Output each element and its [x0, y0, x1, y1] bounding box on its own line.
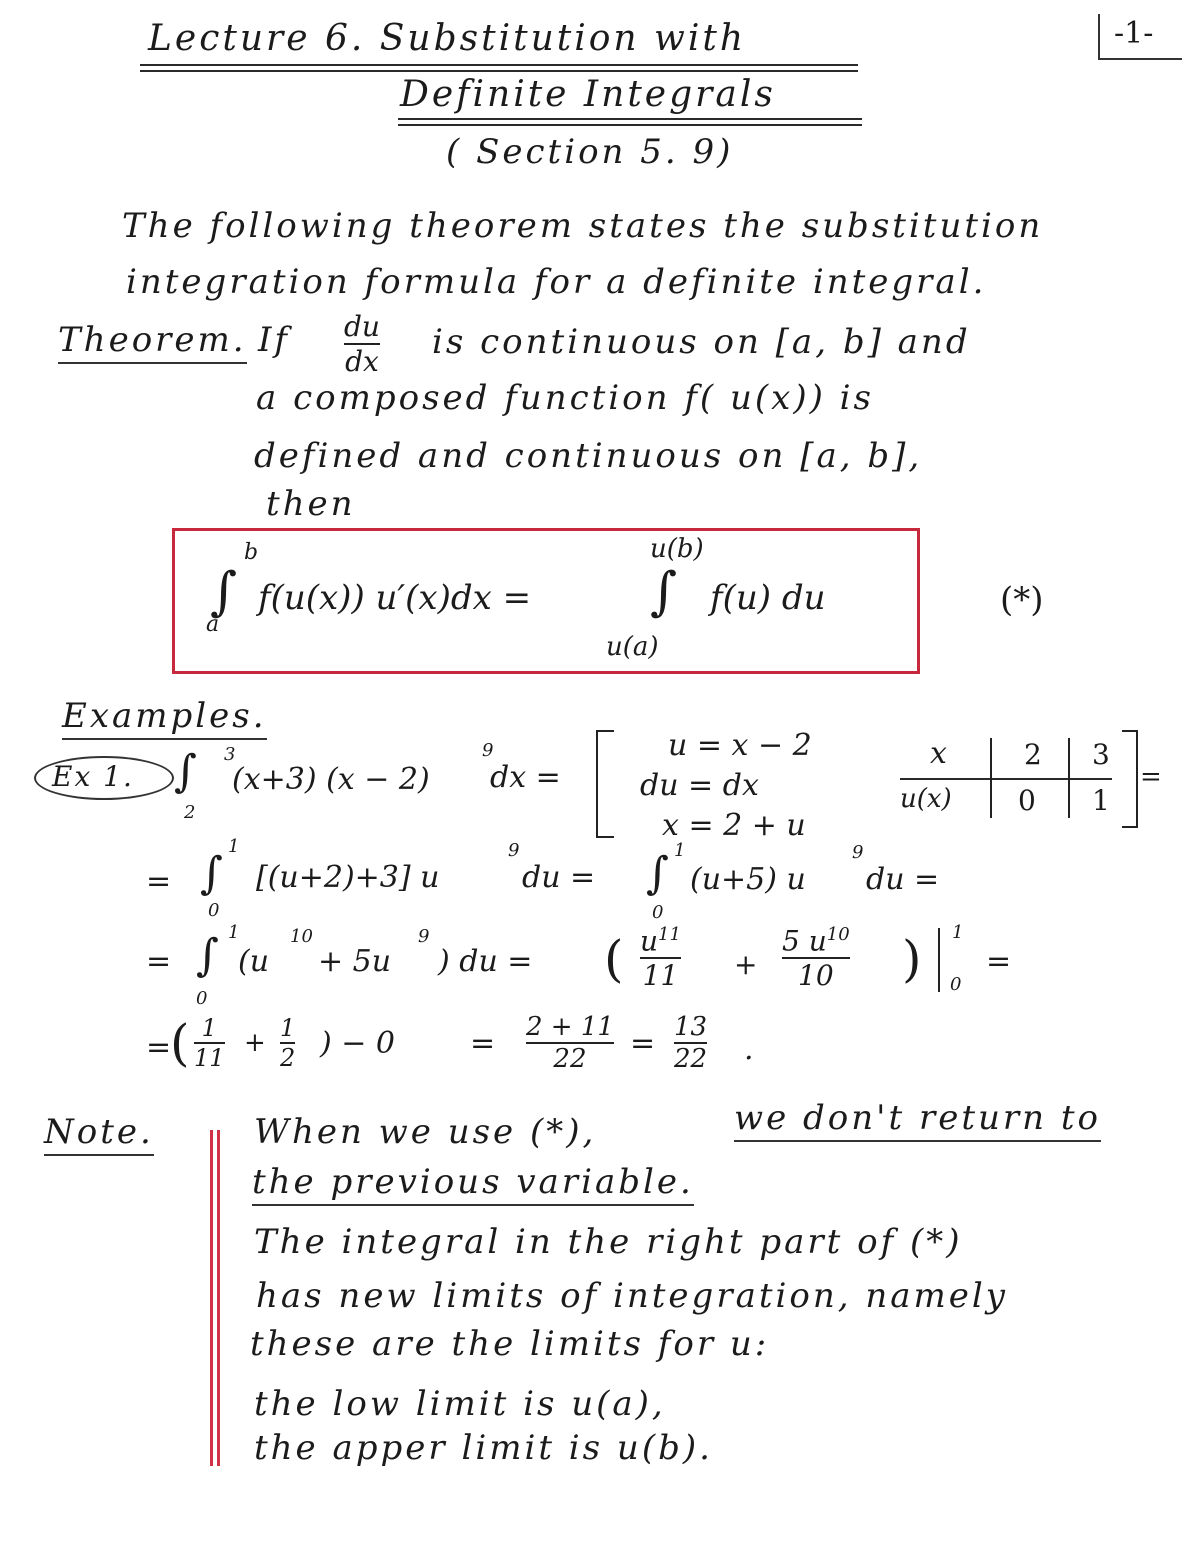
- theorem-line-2: a composed function f( u(x)) is: [256, 378, 874, 418]
- table-x-value-2: 3: [1092, 738, 1110, 771]
- ex1-upper-limit: 3: [224, 744, 236, 765]
- table-x-value-1: 2: [1024, 738, 1042, 771]
- step1-du-a: du =: [522, 860, 596, 895]
- step2-lower: 0: [196, 988, 208, 1009]
- note-label: [44, 1112, 154, 1152]
- rhs-integral-sign: ∫: [650, 562, 678, 622]
- step3-f4-num: 13: [674, 1012, 708, 1042]
- ex1-dx: dx =: [490, 760, 561, 795]
- note-line-2: [252, 1162, 694, 1202]
- note-line-3: The integral in the right part of (*): [254, 1222, 963, 1262]
- note-line-1b-text: we don't return to: [734, 1098, 1101, 1142]
- du-numerator: du: [344, 310, 380, 343]
- note-line-7: the apper limit is u(b).: [254, 1428, 713, 1468]
- theorem-line-4: then: [266, 484, 356, 524]
- table-ux-header: u(x): [900, 784, 952, 814]
- title-underline-2: [398, 118, 862, 120]
- step3-plus: +: [244, 1028, 266, 1058]
- ex1-exponent: 9: [482, 740, 494, 761]
- substitution-bracket: [596, 730, 614, 838]
- lhs-lower-limit: a: [206, 612, 220, 637]
- step3-period: .: [744, 1032, 754, 1067]
- step3-equals-2: =: [470, 1026, 496, 1061]
- step2-du: ) du =: [438, 944, 533, 979]
- note-red-bar-2: [217, 1130, 220, 1466]
- table-hline: [900, 778, 1112, 780]
- step3-fraction-1: [194, 1014, 225, 1072]
- lhs-upper-limit: b: [244, 540, 259, 565]
- ex1-integral-sign: ∫: [174, 746, 197, 797]
- substitution-x: x = 2 + u: [662, 808, 806, 843]
- table-vline-1: [990, 738, 992, 818]
- substitution-du: du = dx: [640, 768, 759, 803]
- step2-paren-u: (u: [238, 944, 270, 979]
- example-1-label: Ex 1.: [52, 760, 134, 793]
- step3-equals: =: [146, 1030, 172, 1065]
- step1-upper: 1: [228, 836, 240, 857]
- table-u-value-2: 1: [1092, 784, 1110, 817]
- step2-eval-upper: 1: [952, 922, 964, 943]
- theorem-line-1: is continuous on [a, b] and: [432, 322, 971, 362]
- note-line-1a: When we use (*),: [254, 1112, 597, 1152]
- step1-integrand-a: [(u+2)+3] u: [256, 860, 440, 895]
- step2-upper: 1: [228, 922, 240, 943]
- dx-denominator: dx: [345, 345, 379, 378]
- page-number: -1-: [1114, 16, 1154, 51]
- step3-equals-3: =: [630, 1026, 656, 1061]
- step1-lower: 0: [208, 900, 220, 921]
- frac1-num-exp: 11: [658, 924, 681, 945]
- step1-integral-sign: ∫: [200, 848, 223, 899]
- intro-line-2: integration formula for a definite integral.: [126, 262, 987, 302]
- step2-eval-lower: 0: [950, 974, 962, 995]
- title-underline-2b: [398, 124, 862, 126]
- step2-open-paren: (: [604, 930, 624, 988]
- ex1-integrand: (x+3) (x − 2): [232, 762, 430, 797]
- note-line-2-text: the previous variable.: [252, 1162, 694, 1206]
- step3-f4-den: 22: [674, 1044, 708, 1074]
- step2-plus: +: [734, 948, 758, 981]
- title-underline-1: [140, 64, 858, 66]
- step2-plus-5u: + 5u: [318, 944, 392, 979]
- frac2-num-exp: 10: [826, 924, 850, 945]
- step2-integral-sign: ∫: [196, 930, 219, 981]
- section-reference: ( Section 5. 9): [446, 132, 734, 172]
- frac2-num: 5 u: [782, 924, 827, 958]
- note-label-text: Note.: [44, 1112, 154, 1156]
- ex1-lower-limit: 2: [184, 802, 196, 823]
- table-vline-2: [1068, 738, 1070, 818]
- example-1-badge: [34, 756, 174, 800]
- step3-f2-num: 1: [280, 1014, 296, 1042]
- step3-f3-den: 22: [553, 1044, 587, 1074]
- note-line-5: these are the limits for u:: [250, 1324, 770, 1364]
- title-underline-1b: [140, 70, 858, 72]
- note-line-6: the low limit is u(a),: [254, 1384, 666, 1424]
- step2-equals: =: [146, 944, 172, 979]
- title-line-1: Lecture 6. Substitution with: [148, 18, 747, 59]
- lhs-integrand: f(u(x)) u′(x)dx =: [258, 578, 532, 618]
- table-x-header: x: [930, 736, 947, 771]
- step3-f2-den: 2: [280, 1044, 296, 1072]
- step2-end-equals: =: [986, 944, 1012, 979]
- step3-f3-num: 2 + 11: [526, 1012, 614, 1042]
- rhs-upper-limit: u(b): [650, 534, 704, 564]
- rhs-lower-limit: u(a): [606, 632, 659, 662]
- examples-heading-text: Examples.: [62, 696, 267, 740]
- step2-exp-10: 10: [290, 926, 313, 947]
- step2-exp-9: 9: [418, 926, 430, 947]
- step1-exp-b: 9: [852, 842, 864, 863]
- title-line-2: Definite Integrals: [400, 74, 776, 115]
- theorem-if: If: [258, 320, 291, 360]
- step3-minus-zero: ) − 0: [320, 1026, 395, 1061]
- step1b-lower: 0: [652, 902, 664, 923]
- frac2-den: 10: [798, 959, 834, 993]
- step1-integrand-b: (u+5) u: [690, 862, 806, 897]
- frac1-den: 11: [642, 959, 679, 993]
- note-line-4: has new limits of integration, namely: [256, 1276, 1008, 1316]
- step3-open-paren: (: [170, 1014, 190, 1072]
- du-dx-fraction: [344, 310, 380, 378]
- theorem-label-text: Theorem.: [58, 320, 247, 364]
- table-u-value-1: 0: [1018, 784, 1036, 817]
- examples-heading: [62, 696, 267, 736]
- step2-fraction-1: [640, 924, 681, 992]
- page-number-box: [1098, 14, 1182, 60]
- theorem-line-3: defined and continuous on [a, b],: [254, 436, 923, 476]
- formula-tag: (*): [1000, 580, 1044, 620]
- step3-fraction-2: [280, 1014, 295, 1072]
- substitution-u: u = x − 2: [668, 728, 812, 763]
- lhs-integral-sign: ∫: [210, 562, 238, 622]
- step2-close-paren: ): [902, 930, 922, 988]
- step3-fraction-4: [674, 1012, 707, 1074]
- step2-fraction-2: [782, 924, 850, 992]
- rhs-integrand: f(u) du: [710, 578, 826, 618]
- note-line-1b: [734, 1098, 1101, 1138]
- table-close-bracket: [1122, 730, 1138, 828]
- step1b-upper: 1: [674, 840, 686, 861]
- intro-line-1: The following theorem states the substitution: [122, 206, 1044, 246]
- step1b-integral-sign: ∫: [646, 848, 669, 899]
- step1-du-b: du =: [866, 862, 940, 897]
- step3-f1-den: 11: [194, 1044, 225, 1072]
- table-equals: =: [1140, 762, 1162, 792]
- step3-fraction-3: [526, 1012, 614, 1074]
- step1-exp-a: 9: [508, 840, 520, 861]
- step1-equals: =: [146, 864, 172, 899]
- frac1-num: u: [640, 924, 659, 958]
- step2-eval-bar: [938, 928, 940, 992]
- step3-f1-num: 1: [201, 1014, 217, 1042]
- theorem-label: [58, 320, 247, 360]
- note-red-bar-1: [210, 1130, 213, 1466]
